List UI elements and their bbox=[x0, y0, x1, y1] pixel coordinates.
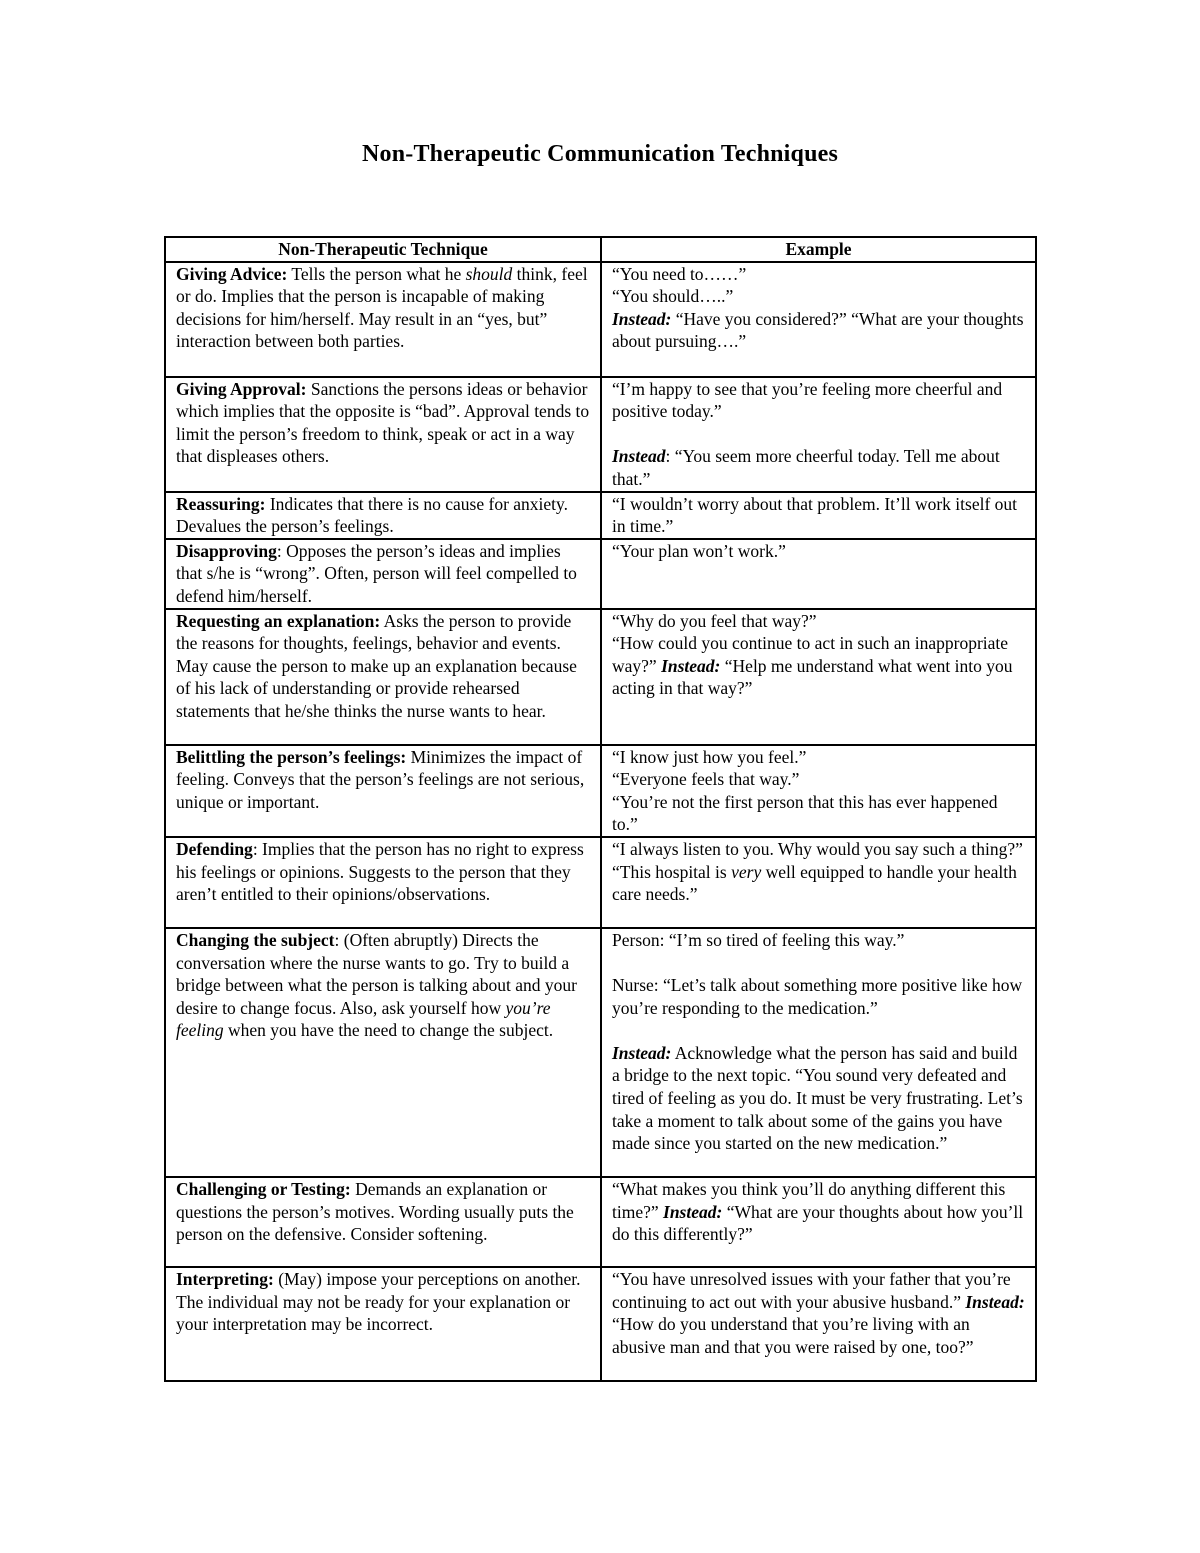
technique-cell bbox=[165, 837, 601, 928]
example-line: “Your plan won’t work.” bbox=[612, 540, 786, 561]
technique-emphasis: should bbox=[465, 263, 513, 284]
technique-term: Giving Advice: bbox=[176, 263, 288, 284]
technique-description: Asks the person to provide the reasons for thoughts, feelings, behavior and events. May cause the person to make up an explanation because of his lack of understanding or provide rehearsed statements that he/she thinks the nurse wants to hear. bbox=[176, 610, 577, 721]
instead-label: Instead: bbox=[661, 655, 721, 676]
instead-label: Instead: bbox=[612, 1042, 672, 1063]
example-cell bbox=[601, 492, 1036, 539]
technique-term: Requesting an explanation: bbox=[176, 610, 381, 631]
column-header-technique: Non-Therapeutic Technique bbox=[165, 237, 601, 262]
instead-label: Instead bbox=[612, 446, 666, 467]
table-row bbox=[165, 837, 1036, 928]
table-row bbox=[165, 1267, 1036, 1381]
example-cell bbox=[601, 1267, 1036, 1381]
table-row bbox=[165, 928, 1036, 1177]
table-row bbox=[165, 377, 1036, 492]
technique-cell bbox=[165, 377, 601, 492]
technique-term: Reassuring: bbox=[176, 493, 266, 514]
example-emphasis: very bbox=[731, 861, 762, 882]
example-line: “This hospital is bbox=[612, 861, 732, 882]
example-line: “Why do you feel that way?” bbox=[612, 610, 817, 631]
technique-term: Belittling the person’s feelings: bbox=[176, 746, 407, 767]
example-line: “You need to……” bbox=[612, 263, 747, 284]
instead-label: Instead: bbox=[663, 1201, 723, 1222]
technique-cell bbox=[165, 1177, 601, 1267]
technique-description: : Implies that the person has no right to express his feelings or opinions. Suggests to the person that they aren’t entitled to their opinions/observations. bbox=[176, 838, 584, 905]
column-header-example: Example bbox=[601, 237, 1036, 262]
example-line: “You should…..” bbox=[612, 286, 734, 307]
table-row bbox=[165, 262, 1036, 377]
technique-term: Disapproving bbox=[176, 540, 277, 561]
table-row bbox=[165, 539, 1036, 609]
table-header-row bbox=[165, 237, 1036, 262]
example-cell bbox=[601, 609, 1036, 745]
technique-cell bbox=[165, 1267, 601, 1381]
example-line: “You’re not the first person that this has ever happened to.” bbox=[612, 791, 998, 835]
page-title: Non-Therapeutic Communication Techniques bbox=[361, 141, 839, 167]
example-line: well equipped to handle your health care needs.” bbox=[612, 861, 1017, 905]
example-cell bbox=[601, 928, 1036, 1177]
technique-description: think, feel or do. Implies that the person is incapable of making decisions for him/herself. May result in an “yes, but” interaction between both parties. bbox=[176, 263, 588, 352]
technique-description: when you have the need to change the subject. bbox=[223, 1020, 554, 1041]
example-line: “What makes you think you’ll do anything different this time?” bbox=[612, 1178, 1006, 1222]
table-row bbox=[165, 609, 1036, 745]
technique-description: : (Often abruptly) Directs the conversation where the nurse wants to go. Try to build a bridge between what the person is talking about and your desire to change focus. Also, ask yourself how bbox=[176, 929, 577, 1018]
technique-term: Defending bbox=[176, 838, 253, 859]
table-row bbox=[165, 745, 1036, 837]
example-cell bbox=[601, 837, 1036, 928]
techniques-table bbox=[164, 236, 1037, 1382]
technique-term: Interpreting: bbox=[176, 1268, 274, 1289]
technique-cell bbox=[165, 745, 601, 837]
example-line: “You have unresolved issues with your father that you’re continuing to act out with your abusive husband.” bbox=[612, 1268, 1011, 1312]
example-cell bbox=[601, 539, 1036, 609]
technique-description: Indicates that there is no cause for anxiety. Devalues the person’s feelings. bbox=[176, 493, 569, 537]
example-line: Nurse: “Let’s talk about something more positive like how you’re responding to the medication.” bbox=[612, 975, 1023, 1018]
technique-term: Challenging or Testing: bbox=[176, 1178, 351, 1199]
example-cell bbox=[601, 377, 1036, 492]
instead-label: Instead: bbox=[965, 1291, 1025, 1312]
technique-description: (May) impose your perceptions on another. The individual may not be ready for your explanation or your interpretation may be incorrect. bbox=[176, 1268, 581, 1335]
technique-description: : Opposes the person’s ideas and implies that s/he is “wrong”. Often, person will feel compelled to defend him/herself. bbox=[176, 540, 577, 606]
example-line: “Help me understand what went into you acting in that way?” bbox=[612, 655, 1013, 699]
technique-description: Demands an explanation or questions the person’s motives. Wording usually puts the person on the defensive. Consider softening. bbox=[176, 1178, 574, 1245]
technique-term: Changing the subject bbox=[176, 929, 335, 950]
example-line: “I know just how you feel.” bbox=[612, 746, 807, 767]
example-line: : “You seem more cheerful today. Tell me about that.” bbox=[612, 446, 1000, 489]
example-line: Person: “I’m so tired of feeling this way.” bbox=[612, 929, 905, 950]
example-line: Acknowledge what the person has said and build a bridge to the next topic. “You sound very defeated and tired of feeling as you do. It must be very frustrating. Let’s take a moment to talk about some of the gains you have made since you started on the new medication.” bbox=[612, 1042, 1023, 1154]
example-cell bbox=[601, 745, 1036, 837]
example-line: “Have you considered?” “What are your thoughts about pursuing….” bbox=[612, 308, 1024, 352]
technique-cell bbox=[165, 609, 601, 745]
example-line: “How could you continue to act in such an inappropriate way?” bbox=[612, 633, 1009, 676]
technique-description: Minimizes the impact of feeling. Conveys that the person’s feelings are not serious, unique or important. bbox=[176, 746, 585, 812]
technique-term: Giving Approval: bbox=[176, 378, 307, 399]
example-line: “I’m happy to see that you’re feeling more cheerful and positive today.” bbox=[612, 378, 1003, 422]
technique-cell bbox=[165, 492, 601, 539]
technique-description: Sanctions the persons ideas or behavior which implies that the opposite is “bad”. Approval tends to limit the person’s freedom to think, speak or act in a way that displeases others. bbox=[176, 378, 590, 467]
instead-label: Instead: bbox=[612, 308, 672, 329]
table-row bbox=[165, 1177, 1036, 1267]
example-line: “Everyone feels that way.” bbox=[612, 769, 800, 790]
example-cell bbox=[601, 262, 1036, 377]
technique-cell bbox=[165, 262, 601, 377]
technique-cell bbox=[165, 928, 601, 1177]
technique-emphasis: you’re feeling bbox=[176, 997, 551, 1041]
technique-description: Tells the person what he bbox=[287, 263, 466, 284]
example-line: “I always listen to you. Why would you say such a thing?” bbox=[612, 838, 1023, 859]
example-line: “I wouldn’t worry about that problem. It’ll work itself out in time.” bbox=[612, 493, 1018, 537]
example-line: “What are your thoughts about how you’ll do this differently?” bbox=[612, 1201, 1024, 1245]
example-line: “How do you understand that you’re living with an abusive man and that you were raised by one, too?” bbox=[612, 1314, 974, 1357]
table-row bbox=[165, 492, 1036, 539]
example-cell bbox=[601, 1177, 1036, 1267]
technique-cell bbox=[165, 539, 601, 609]
